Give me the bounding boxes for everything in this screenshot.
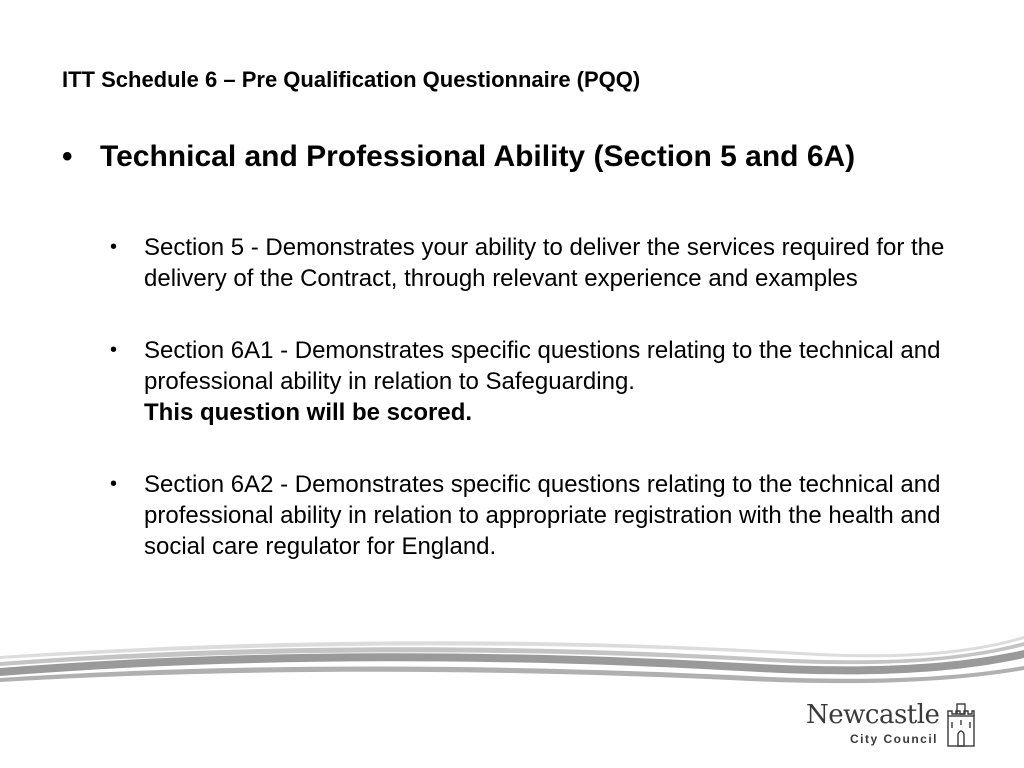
sub-bullet-text [144, 469, 980, 562]
sub-bullet-emphasis: This question will be scored. [144, 399, 473, 426]
sub-bullet-body: Section 5 - Demonstrates your ability to deliver the services required for the delivery of the Contract, through relevant experience and examples [144, 234, 945, 292]
council-logo [806, 700, 978, 750]
main-bullet [62, 140, 855, 174]
castle-crest-icon [944, 702, 978, 748]
bullet-marker: • [62, 140, 73, 173]
logo-wordmark: Newcastle [806, 700, 940, 730]
sub-bullet-item [110, 232, 980, 294]
slide-title: ITT Schedule 6 – Pre Qualification Questionnaire (PQQ) [62, 67, 641, 92]
sub-bullet-body: Section 6A2 - Demonstrates specific questions relating to the technical and professional ability in relation to appropriate registration with the health and social care regulator for England. [144, 471, 941, 560]
sub-bullet-body: Section 6A1 - Demonstrates specific questions relating to the technical and professional ability in relation to Safeguarding. [144, 337, 941, 395]
sub-bullet-item [110, 335, 980, 428]
sub-bullet-item [110, 469, 980, 562]
decorative-swoosh [0, 628, 1024, 698]
logo-subtitle: City Council [850, 732, 939, 746]
sub-bullet-list [110, 232, 980, 603]
bullet-marker: • [110, 339, 118, 361]
main-bullet-text: Technical and Professional Ability (Section 5 and 6A) [100, 140, 856, 173]
sub-bullet-text [144, 232, 980, 294]
bullet-marker: • [110, 236, 118, 258]
sub-bullet-text [144, 335, 980, 428]
bullet-marker: • [110, 473, 118, 495]
